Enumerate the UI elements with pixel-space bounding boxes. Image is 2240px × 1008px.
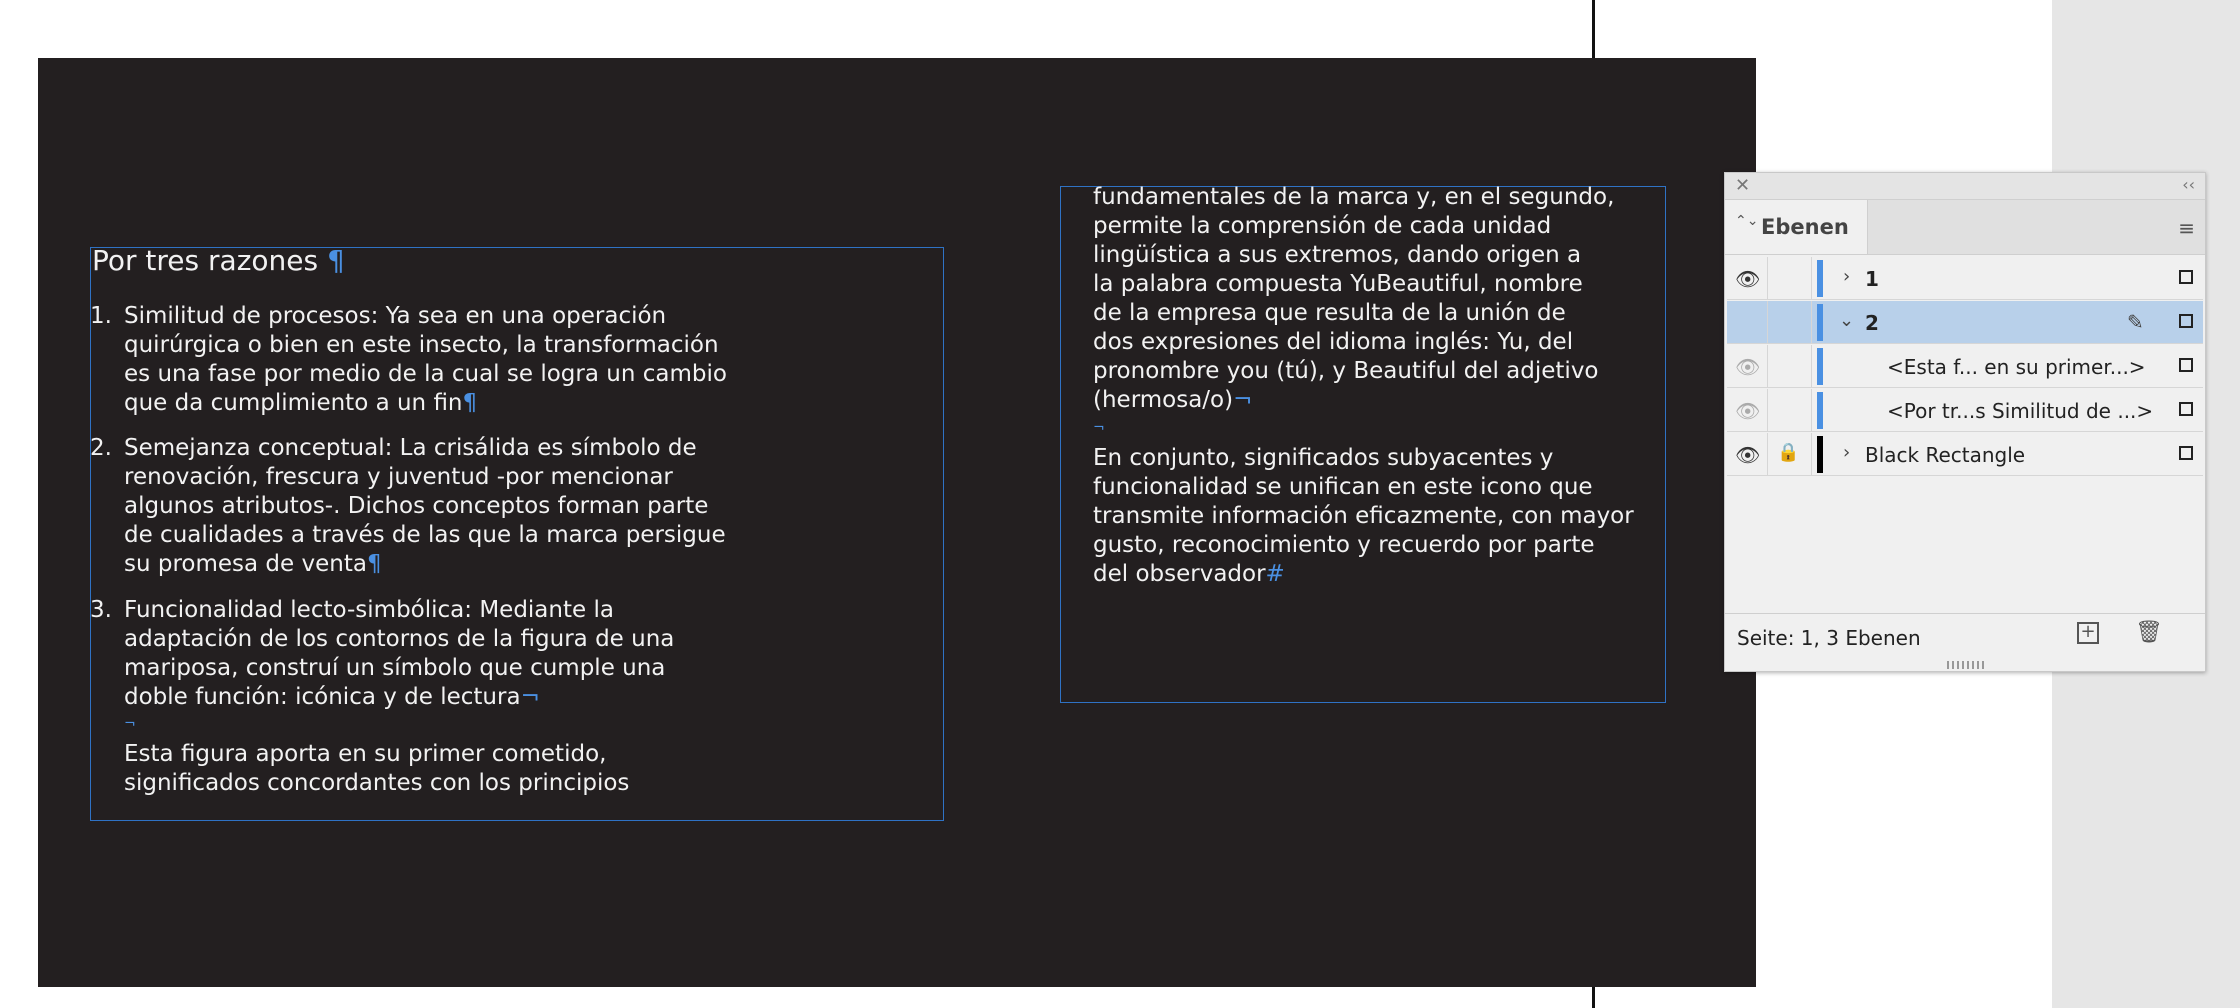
layer-name: 2 [1865,311,1879,335]
pen-disabled-icon: ✎ [2127,310,2144,334]
divider [1767,345,1768,388]
list-number: 1. [90,303,112,329]
layers-panel [1724,172,2206,672]
layer-row-item[interactable] [1727,345,2203,388]
line-break-mark: ¬ [1093,420,1105,436]
divider [1767,257,1768,300]
layer-color [1817,304,1823,341]
divider [1767,301,1768,344]
selection-square[interactable] [2179,402,2193,416]
divider [1811,345,1812,388]
resize-grip[interactable] [1947,661,1987,669]
layer-color [1817,260,1823,297]
divider [1767,433,1768,476]
layer-name: 1 [1865,267,1879,291]
close-icon[interactable]: ✕ [1735,175,1751,196]
selection-square[interactable] [2179,270,2193,284]
divider [1811,389,1812,432]
layer-name: Black Rectangle [1865,443,2026,467]
lock-icon[interactable]: 🔒 [1777,442,1800,463]
layer-color [1817,392,1823,429]
divider [1811,257,1812,300]
panel-footer [1725,613,2205,656]
trash-icon[interactable]: 🗑 [2135,620,2163,645]
heading: Por tres razones ¶ [92,244,345,277]
list-item: Funcionalidad lecto-simbólica: Mediante la adaptación de los contornos de la figura de una mariposa, construí un símbolo que cumple una doble función: icónica y de lectura¬ [124,597,675,710]
collapse-icon[interactable]: ‹‹ [2182,175,2195,194]
panel-tabbar [1725,200,2205,255]
list-number: 2. [90,435,112,461]
tab-label: Ebenen [1761,215,1849,239]
layer-color [1817,348,1823,385]
chevron-right-icon[interactable]: › [1843,266,1851,287]
chevron-down-icon[interactable]: ⌄ [1839,310,1855,331]
eye-icon[interactable]: 👁 [1735,443,1761,467]
eye-icon[interactable]: 👁 [1735,399,1761,423]
selection-square[interactable] [2179,358,2193,372]
selection-square[interactable] [2179,446,2193,460]
paragraph: En conjunto, significados subyacentes y funcionalidad se unifican en este icono que transmite información eficazmente, con mayor gusto, reconocimiento y recuerdo por parte del observador# [1093,445,1634,587]
panel-menu-icon[interactable]: ≡ [2178,216,2195,240]
tab-ebenen[interactable] [1725,200,1868,254]
layer-row-black-rectangle[interactable] [1727,433,2203,476]
eye-icon[interactable]: 👁 [1735,267,1761,291]
chevron-right-icon[interactable]: › [1843,442,1851,463]
line-break-mark: ¬ [124,716,136,732]
layer-name: <Esta f... en su primer...> [1887,355,2146,379]
paragraph: Esta figura aporta en su primer cometido, significados concordantes con los principios [124,741,630,796]
tab-arrows-icon: ⌃⌄ [1735,213,1759,229]
list-item: Similitud de procesos: Ya sea en una operación quirúrgica o bien en este insecto, la transformación es una fase por medio de la cual se logra un cambio que da cumplimiento a un fin¶ [124,303,727,416]
paragraph: fundamentales de la marca y, en el segundo, permite la comprensión de cada unidad lingüística a sus extremos, dando origen a la palabra compuesta YuBeautiful, nombre de la empresa que resulta de la unión de dos expresiones del idioma inglés: Yu, del pronombre you (tú), y Beautiful del adjetivo (hermosa/o)¬ [1093,184,1615,413]
layer-name: <Por tr...s Similitud de ...> [1887,399,2154,423]
layer-color [1817,436,1823,473]
divider [1767,389,1768,432]
page-layer-count: Seite: 1, 3 Ebenen [1737,626,1921,650]
list-number: 3. [90,597,112,623]
eye-icon[interactable]: 👁 [1735,355,1761,379]
layer-row-2[interactable] [1727,301,2203,344]
new-layer-icon[interactable]: + [2077,622,2099,644]
list-item: Semejanza conceptual: La crisálida es símbolo de renovación, frescura y juventud -por mencionar algunos atributos-. Dichos conceptos forman parte de cualidades a través de las que la marca persigue su promesa de venta¶ [124,435,726,577]
divider [1811,301,1812,344]
selection-square[interactable] [2179,314,2193,328]
layer-row-item[interactable] [1727,389,2203,432]
layer-row-1[interactable] [1727,257,2203,300]
panel-titlebar[interactable] [1725,173,2205,200]
divider [1811,433,1812,476]
